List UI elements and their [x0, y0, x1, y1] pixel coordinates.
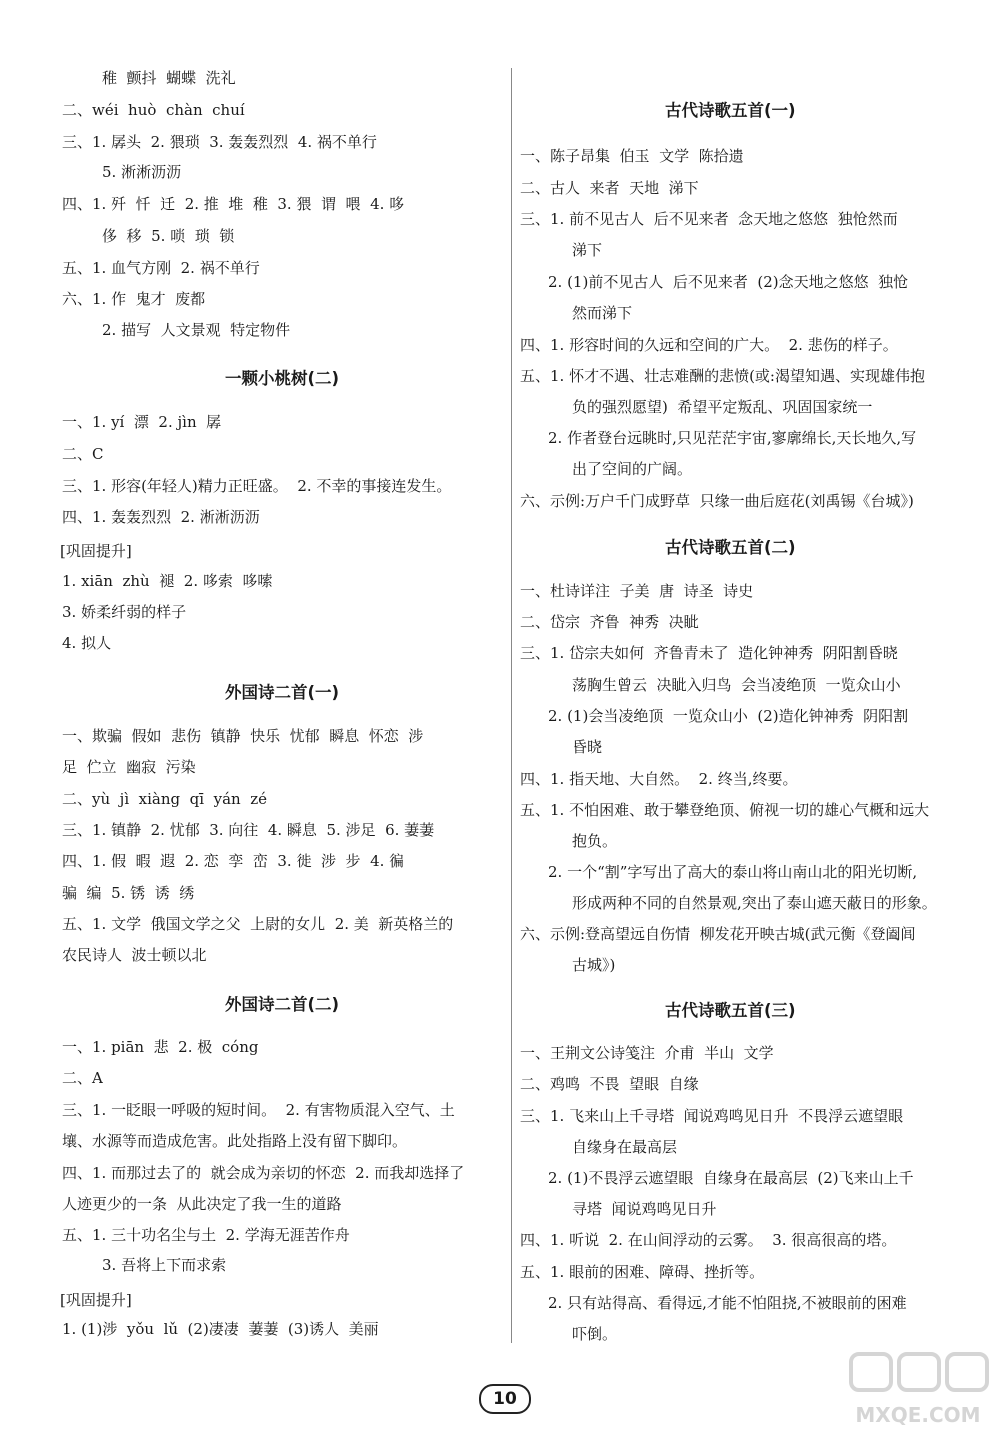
left-line: 3. 娇柔纤弱的样子	[62, 603, 187, 621]
right-line: 2. 一个“割”字写出了高大的泰山将山南山北的阳光切断,	[548, 863, 918, 881]
right-line: 2. 作者登台远眺时,只见茫茫宇宙,寥廓绵长,天长地久,写	[548, 429, 917, 447]
right-line: 2. (1)会当凌绝顶 一览众山小 (2)造化钟神秀 阴阳割	[548, 707, 909, 725]
right-line: 三、1. 前不见古人 后不见来者 念天地之悠悠 独怆然而	[520, 210, 898, 228]
right-line: 抱负。	[572, 832, 618, 850]
left-line: 3. 吾将上下而求索	[102, 1256, 227, 1274]
right-line: 自缘身在最高层	[572, 1138, 678, 1156]
right-line: 2. (1)不畏浮云遮望眼 自缘身在最高层 (2)飞来山上千	[548, 1169, 914, 1187]
right-line: 二、古人 来者 天地 涕下	[520, 179, 699, 197]
left-line: 二、A	[62, 1069, 103, 1087]
left-line: 五、1. 文学 俄国文学之父 上尉的女儿 2. 美 新英格兰的	[62, 915, 454, 933]
right-line: 二、鸡鸣 不畏 望眼 自缘	[520, 1075, 699, 1093]
right-line: 形成两种不同的自然景观,突出了泰山遮天蔽日的形象。	[572, 894, 937, 912]
right-line: 四、1. 指天地、大自然。 2. 终当,终要。	[520, 770, 798, 788]
watermark-logo	[843, 1350, 993, 1430]
right-line: 一、陈子昂集 伯玉 文学 陈拾遗	[520, 147, 744, 165]
right-line: 四、1. 形容时间的久远和空间的广大。 2. 悲伤的样子。	[520, 336, 898, 354]
left-section-heading: 外国诗二首(二)	[225, 995, 340, 1014]
left-line: 足 伫立 幽寂 污染	[62, 758, 196, 776]
left-bracket-label: [巩固提升]	[60, 1291, 132, 1309]
right-line: 一、杜诗详注 子美 唐 诗圣 诗史	[520, 582, 754, 600]
left-line: 四、1. 歼 忏 迁 2. 推 堆 稚 3. 猥 谓 喂 4. 哆	[62, 195, 405, 213]
left-line: 二、wéi huò chàn chuí	[62, 101, 245, 119]
right-line: 五、1. 怀才不遇、壮志难酬的悲愤(或:渴望知遇、实现雄伟抱	[520, 367, 925, 385]
right-line: 一、王荆文公诗笺注 介甫 半山 文学	[520, 1044, 774, 1062]
right-line: 2. 只有站得高、看得远,才能不怕阻挠,不被眼前的困难	[548, 1294, 907, 1312]
right-line: 然而涕下	[572, 304, 633, 322]
left-line: 人迹更少的一条 从此决定了我一生的道路	[62, 1195, 342, 1213]
right-line: 二、岱宗 齐鲁 神秀 决眦	[520, 613, 699, 631]
right-line: 五、1. 不怕困难、敢于攀登绝顶、俯视一切的雄心气概和远大	[520, 801, 930, 819]
right-line: 负的强烈愿望) 希望平定叛乱、巩固国家统一	[572, 398, 873, 416]
page-number: 10	[479, 1384, 531, 1414]
left-line: 三、1. 孱头 2. 猥琐 3. 轰轰烈烈 4. 祸不单行	[62, 133, 377, 151]
right-line: 昏晓	[572, 738, 603, 756]
left-line: 二、C	[62, 445, 104, 463]
left-line: 侈 移 5. 唢 琐 锁	[102, 227, 235, 245]
right-line: 古城》)	[572, 956, 616, 974]
left-line: 三、1. 一眨眼一呼吸的短时间。 2. 有害物质混入空气、土	[62, 1101, 455, 1119]
right-line: 荡胸生曾云 决眦入归鸟 会当凌绝顶 一览众山小	[572, 676, 901, 694]
right-line: 六、示例:万户千门成野草 只缘一曲后庭花(刘禹锡《台城》)	[520, 492, 914, 510]
left-section-heading: 外国诗二首(一)	[225, 683, 340, 702]
left-line: 稚 颤抖 蝴蝶 洗礼	[102, 69, 236, 87]
right-line: 吓倒。	[572, 1325, 618, 1343]
left-section-heading: 一颗小桃树(二)	[225, 369, 340, 388]
left-line: 农民诗人 波士顿以北	[62, 946, 207, 964]
left-line: 一、1. yí 漂 2. jìn 孱	[62, 413, 222, 431]
left-line: 1. xiān zhù 褪 2. 哆索 哆嗦	[62, 572, 273, 590]
right-section-heading: 古代诗歌五首(一)	[665, 101, 796, 120]
right-line: 寻塔 闻说鸡鸣见日升	[572, 1200, 717, 1218]
left-line: 1. (1)涉 yǒu lǔ (2)凄凄 萋萋 (3)诱人 美丽	[62, 1320, 379, 1338]
left-line: 六、1. 作 鬼才 废都	[62, 290, 206, 308]
right-line: 四、1. 听说 2. 在山间浮动的云雾。 3. 很高很高的塔。	[520, 1231, 897, 1249]
right-section-heading: 古代诗歌五首(三)	[665, 1001, 796, 1020]
right-line: 出了空间的广阔。	[572, 460, 693, 478]
left-line: 五、1. 血气方刚 2. 祸不单行	[62, 259, 260, 277]
left-line: 一、欺骗 假如 悲伤 镇静 快乐 忧郁 瞬息 怀恋 涉	[62, 727, 424, 745]
left-line: 一、1. piān 悲 2. 极 cóng	[62, 1038, 259, 1056]
left-line: 壤、水源等而造成危害。此处指路上没有留下脚印。	[62, 1132, 408, 1150]
right-line: 五、1. 眼前的困难、障碍、挫折等。	[520, 1263, 765, 1281]
left-line: 四、1. 而那过去了的 就会成为亲切的怀恋 2. 而我却选择了	[62, 1164, 465, 1182]
right-line: 三、1. 飞来山上千寻塔 闻说鸡鸣见日升 不畏浮云遮望眼	[520, 1107, 904, 1125]
column-divider	[511, 68, 512, 1343]
right-line: 2. (1)前不见古人 后不见来者 (2)念天地之悠悠 独怆	[548, 273, 909, 291]
left-line: 四、1. 轰轰烈烈 2. 淅淅沥沥	[62, 508, 260, 526]
left-line: 二、yù jì xiàng qī yán zé	[62, 790, 267, 808]
left-line: 5. 淅淅沥沥	[102, 163, 182, 181]
right-line: 涕下	[572, 241, 603, 259]
left-bracket-label: [巩固提升]	[60, 542, 132, 560]
left-line: 四、1. 假 暇 遐 2. 恋 孪 峦 3. 徙 涉 步 4. 徧	[62, 852, 405, 870]
right-section-heading: 古代诗歌五首(二)	[665, 538, 796, 557]
left-line: 三、1. 形容(年轻人)精力正旺盛。 2. 不幸的事接连发生。	[62, 477, 452, 495]
right-line: 三、1. 岱宗夫如何 齐鲁青未了 造化钟神秀 阴阳割昏晓	[520, 644, 898, 662]
left-line: 2. 描写 人文景观 特定物件	[102, 321, 291, 339]
left-line: 三、1. 镇静 2. 忧郁 3. 向往 4. 瞬息 5. 涉足 6. 萋萋	[62, 821, 435, 839]
right-line: 六、示例:登高望远自伤情 柳发花开映古城(武元衡《登阖闾	[520, 925, 916, 943]
watermark-text: MXQE.COM	[855, 1403, 981, 1427]
left-line: 五、1. 三十功名尘与土 2. 学海无涯苦作舟	[62, 1226, 350, 1244]
left-line: 4. 拟人	[62, 634, 112, 652]
left-line: 骗 编 5. 锈 诱 绣	[62, 884, 195, 902]
